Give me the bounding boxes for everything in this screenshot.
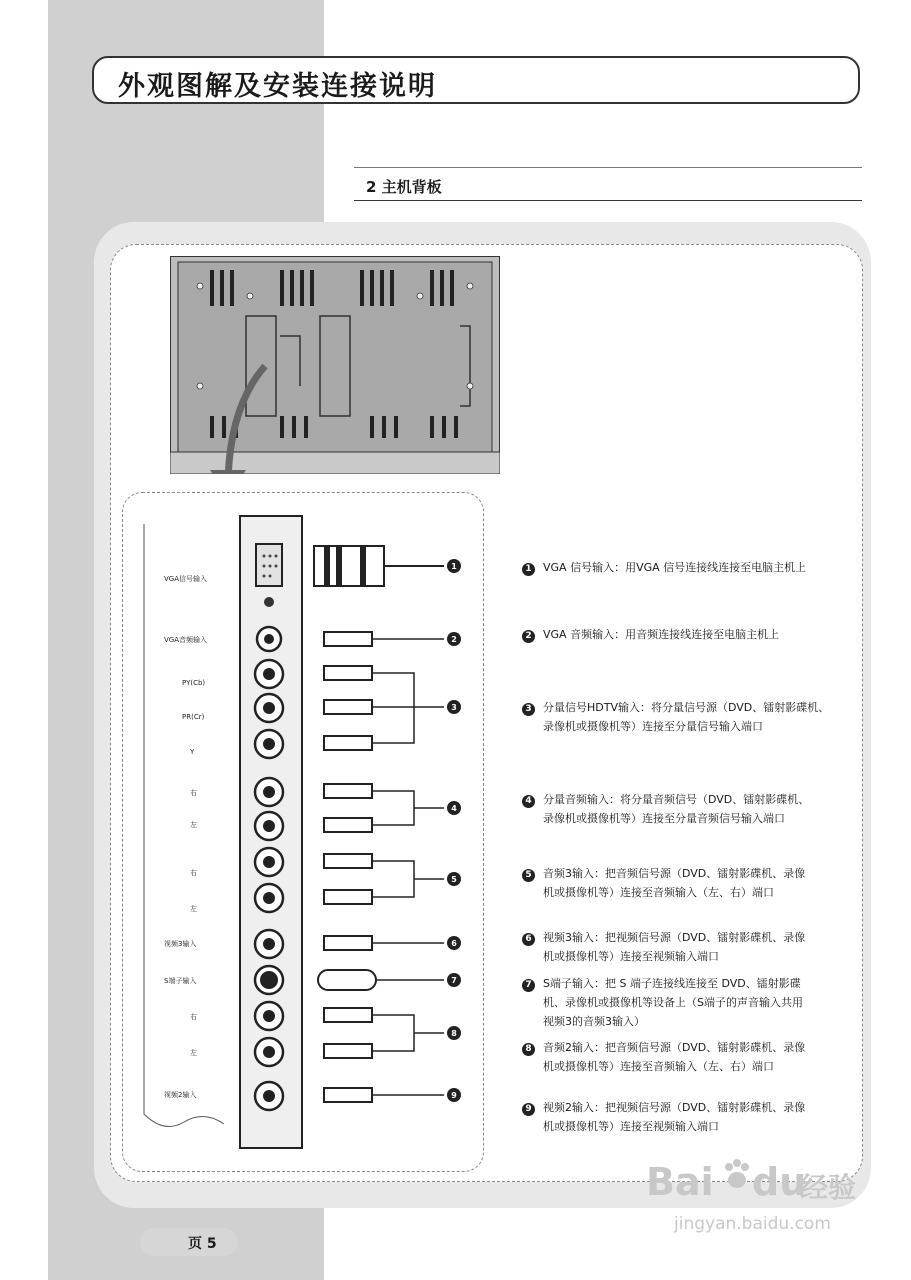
svg-text:2: 2 bbox=[451, 635, 457, 644]
port-label-video2: 视频2输入 bbox=[164, 1091, 197, 1099]
legend-item-9 bbox=[522, 1098, 862, 1136]
port-label-y: Y bbox=[190, 748, 195, 756]
svg-text:6: 6 bbox=[451, 939, 457, 948]
svg-text:3: 3 bbox=[451, 703, 457, 712]
legend-text: VGA 信号输入：用VGA 信号连接线连接至电脑主机上 bbox=[543, 561, 807, 574]
port-label-comp-audio-right: 右 bbox=[190, 789, 197, 797]
legend-item-4 bbox=[522, 790, 862, 828]
legend-number-badge: 2 bbox=[522, 630, 535, 643]
legend-item-2 bbox=[522, 625, 862, 644]
port-label-pr: PR(Cr) bbox=[182, 713, 205, 721]
legend-number-badge: 9 bbox=[522, 1103, 535, 1116]
legend-number-badge: 4 bbox=[522, 795, 535, 808]
legend-number-badge: 8 bbox=[522, 1043, 535, 1056]
svg-text:9: 9 bbox=[451, 1091, 457, 1100]
port-label-vga-signal: VGA信号输入 bbox=[164, 575, 208, 583]
legend-item-5 bbox=[522, 864, 862, 902]
legend-item-8 bbox=[522, 1038, 862, 1076]
port-label-audio3-right: 右 bbox=[190, 869, 197, 877]
section-title: 2 主机背板 bbox=[366, 178, 442, 196]
legend-item-3 bbox=[522, 698, 862, 736]
legend-text-continued: 机或摄像机等）连接至视频输入端口 bbox=[543, 1120, 719, 1133]
tv-back-panel-illustration bbox=[170, 256, 500, 474]
watermark-brand-tail: du bbox=[752, 1160, 807, 1204]
page-title: 外观图解及安装连接说明 bbox=[118, 71, 437, 102]
legend-text: 视频2输入：把视频信号源（DVD、镭射影碟机、录像 bbox=[543, 1101, 806, 1114]
baidu-jingyan-watermark bbox=[640, 1158, 860, 1242]
section-rule-top bbox=[354, 167, 862, 168]
port-label-audio2-right: 右 bbox=[190, 1013, 197, 1021]
watermark-url: jingyan.baidu.com bbox=[674, 1214, 831, 1234]
svg-text:1: 1 bbox=[451, 562, 457, 571]
legend-text-continued: 机或摄像机等）连接至音频输入（左、右）端口 bbox=[543, 1060, 774, 1073]
paw-icon bbox=[720, 1158, 754, 1192]
port-label-vga-audio: VGA音频输入 bbox=[164, 636, 208, 644]
legend-text-continued: 录像机或摄像机等）连接至分量音频信号输入端口 bbox=[543, 812, 785, 825]
legend-number-badge: 5 bbox=[522, 869, 535, 882]
port-label-comp-audio-left: 左 bbox=[190, 821, 197, 829]
port-label-pb: PY(Cb) bbox=[182, 679, 206, 687]
port-panel-illustration bbox=[124, 494, 484, 1170]
svg-text:8: 8 bbox=[451, 1029, 457, 1038]
legend-item-6 bbox=[522, 928, 862, 966]
legend-text-continued: 视频3的音频3输入） bbox=[543, 1015, 645, 1028]
svg-text:5: 5 bbox=[451, 875, 457, 884]
legend-text: 分量信号HDTV输入：将分量信号源（DVD、镭射影碟机、 bbox=[543, 701, 830, 714]
legend-text-continued: 录像机或摄像机等）连接至分量信号输入端口 bbox=[543, 720, 763, 733]
legend-item-7 bbox=[522, 974, 862, 1031]
port-label-video3: 视频3输入 bbox=[164, 940, 197, 948]
legend-text: 音频2输入：把音频信号源（DVD、镭射影碟机、录像 bbox=[543, 1041, 806, 1054]
legend-number-badge: 7 bbox=[522, 979, 535, 992]
legend-text: 视频3输入：把视频信号源（DVD、镭射影碟机、录像 bbox=[543, 931, 806, 944]
legend-text-continued: 机、录像机或摄像机等设备上（S端子的声音输入共用 bbox=[543, 996, 803, 1009]
watermark-brand: Bai bbox=[646, 1160, 714, 1204]
page-header bbox=[92, 56, 860, 104]
section-rule-bottom bbox=[354, 200, 862, 201]
port-label-audio3-left: 左 bbox=[190, 905, 197, 913]
page-number: 页 5 bbox=[188, 1236, 217, 1252]
legend-number-badge: 6 bbox=[522, 933, 535, 946]
legend-text-continued: 机或摄像机等）连接至音频输入（左、右）端口 bbox=[543, 886, 774, 899]
legend-number-badge: 3 bbox=[522, 703, 535, 716]
legend-text: 音频3输入：把音频信号源（DVD、镭射影碟机、录像 bbox=[543, 867, 806, 880]
port-label-s-video: S端子输入 bbox=[164, 977, 197, 985]
svg-text:7: 7 bbox=[451, 976, 457, 985]
legend-text: VGA 音频输入：用音频连接线连接至电脑主机上 bbox=[543, 628, 780, 641]
legend-item-1 bbox=[522, 558, 862, 577]
svg-text:4: 4 bbox=[451, 804, 457, 813]
legend-text: S端子输入：把 S 端子连接线连接至 DVD、镭射影碟 bbox=[543, 977, 801, 990]
legend-text-continued: 机或摄像机等）连接至视频输入端口 bbox=[543, 950, 719, 963]
port-label-audio2-left: 左 bbox=[190, 1049, 197, 1057]
legend-text: 分量音频输入：将分量音频信号（DVD、镭射影碟机、 bbox=[543, 793, 810, 806]
watermark-cn: 经验 bbox=[800, 1171, 857, 1204]
legend-number-badge: 1 bbox=[522, 563, 535, 576]
